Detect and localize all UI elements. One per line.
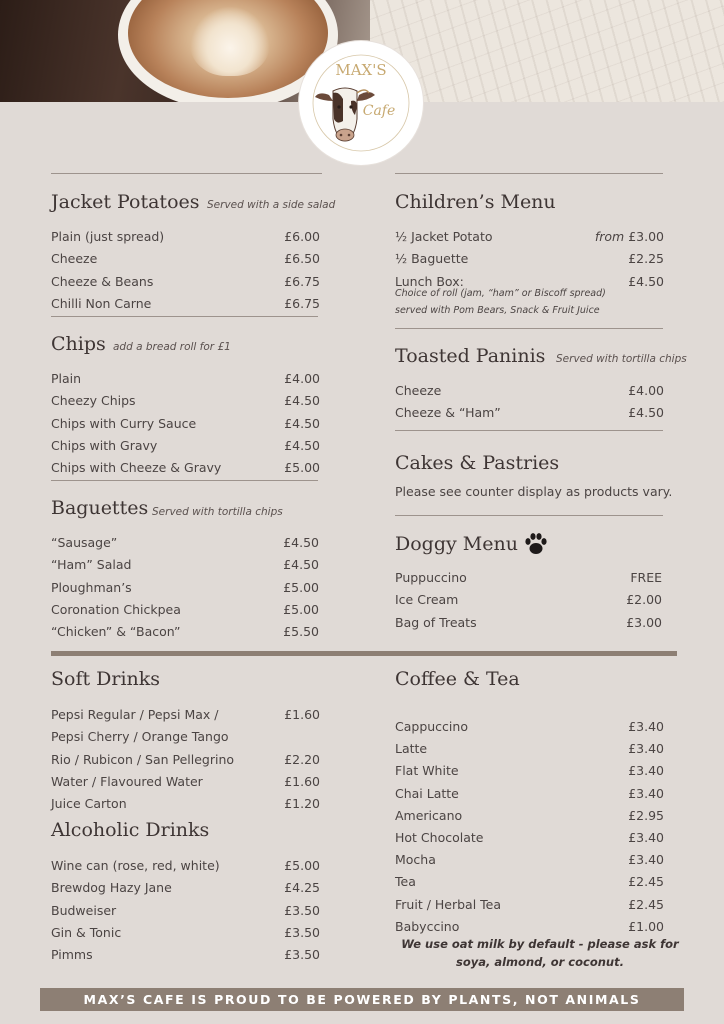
paw-icon xyxy=(523,531,549,557)
price-value: £3.40 xyxy=(628,719,664,734)
price-value: £3.00 xyxy=(626,615,662,630)
price-value: £4.50 xyxy=(628,274,664,289)
price-value: £5.00 xyxy=(283,602,319,617)
menu-item-name: Chai Latte xyxy=(395,786,459,801)
cafe-logo xyxy=(299,41,423,165)
section-title-baguettes: Baguettes xyxy=(51,497,149,519)
price-value: £2.45 xyxy=(628,897,664,912)
price-value: £3.40 xyxy=(628,852,664,867)
menu-item-price xyxy=(284,774,320,789)
menu-item-price xyxy=(283,557,319,572)
price-value: £2.20 xyxy=(284,752,320,767)
price-value: £5.00 xyxy=(284,460,320,475)
price-value: £3.40 xyxy=(628,763,664,778)
menu-item-price xyxy=(284,371,320,386)
menu-item-name: Wine can (rose, red, white) xyxy=(51,858,220,873)
menu-item-price xyxy=(284,796,320,811)
price-value: £1.20 xyxy=(284,796,320,811)
menu-item-price xyxy=(284,880,320,895)
price-value: £4.50 xyxy=(283,535,319,550)
menu-item-name: ½ Baguette xyxy=(395,251,469,266)
menu-item-price xyxy=(626,615,662,630)
price-value: £4.50 xyxy=(628,405,664,420)
price-value: £3.40 xyxy=(628,786,664,801)
menu-item-price xyxy=(628,852,664,867)
price-value: £4.50 xyxy=(284,438,320,453)
price-value: £4.50 xyxy=(284,393,320,408)
divider xyxy=(395,430,663,431)
menu-item-price xyxy=(628,808,664,823)
divider xyxy=(395,515,663,516)
menu-item-price xyxy=(628,763,664,778)
menu-item-name: Juice Carton xyxy=(51,796,127,811)
menu-item-price xyxy=(284,251,320,266)
menu-item-price xyxy=(284,460,320,475)
divider xyxy=(51,480,318,481)
section-title-jacket-potatoes: Jacket Potatoes xyxy=(51,191,200,213)
section-note-baguettes: Served with tortilla chips xyxy=(152,506,283,518)
menu-item-price xyxy=(628,830,664,845)
menu-item-name: Puppuccino xyxy=(395,570,467,585)
menu-item-price xyxy=(628,786,664,801)
section-title-toasted-paninis: Toasted Paninis xyxy=(395,345,546,367)
menu-item-name: Chips with Gravy xyxy=(51,438,158,453)
price-value: £6.50 xyxy=(284,251,320,266)
menu-item-price xyxy=(284,393,320,408)
menu-item-name: Cheeze xyxy=(395,383,442,398)
menu-item-name: Budweiser xyxy=(51,903,117,918)
menu-item-price xyxy=(284,858,320,873)
menu-item-price xyxy=(628,741,664,756)
menu-item-price xyxy=(284,296,320,311)
section-title-cakes-pastries: Cakes & Pastries xyxy=(395,452,560,474)
menu-item-name: Pepsi Cherry / Orange Tango xyxy=(51,729,229,744)
cow-logo-icon xyxy=(299,41,423,165)
price-value: £5.00 xyxy=(283,580,319,595)
menu-item-name: Pepsi Regular / Pepsi Max / xyxy=(51,707,219,722)
menu-item-price xyxy=(283,624,319,639)
section-divider-bar xyxy=(51,651,677,656)
price-value: £3.40 xyxy=(628,830,664,845)
price-value: £4.00 xyxy=(628,383,664,398)
menu-item-price xyxy=(628,874,664,889)
divider xyxy=(395,328,663,329)
menu-item-name: Plain xyxy=(51,371,82,386)
price-value: £4.25 xyxy=(284,880,320,895)
price-value: £4.50 xyxy=(284,416,320,431)
oat-milk-note-line2: soya, almond, or coconut. xyxy=(455,955,624,969)
price-value: £5.00 xyxy=(284,858,320,873)
menu-item-price xyxy=(628,719,664,734)
section-title-coffee-tea: Coffee & Tea xyxy=(395,668,520,690)
logo-subtitle: Cafe xyxy=(362,103,396,119)
menu-item-name: “Sausage” xyxy=(51,535,118,550)
menu-item-price xyxy=(284,438,320,453)
menu-item-name: Lunch Box: xyxy=(395,274,464,289)
latte-art-image xyxy=(190,6,270,76)
menu-item-name: Coronation Chickpea xyxy=(51,602,181,617)
divider xyxy=(51,173,322,174)
price-value: £1.00 xyxy=(628,919,664,934)
menu-item-name: Cheeze & Beans xyxy=(51,274,154,289)
price-value: £1.60 xyxy=(284,707,320,722)
menu-item-name: Chilli Non Carne xyxy=(51,296,152,311)
menu-item-name: Ice Cream xyxy=(395,592,459,607)
menu-item-price xyxy=(626,592,662,607)
menu-item-price xyxy=(628,405,664,420)
menu-item-price xyxy=(284,229,320,244)
menu-item-price xyxy=(630,570,662,585)
menu-item-name: Pimms xyxy=(51,947,93,962)
menu-item-name: Cheezy Chips xyxy=(51,393,136,408)
price-value: FREE xyxy=(630,570,662,585)
menu-item-price xyxy=(284,416,320,431)
menu-item-name: Cheeze & “Ham” xyxy=(395,405,501,420)
menu-item-price xyxy=(284,707,320,722)
menu-item-price xyxy=(284,274,320,289)
price-value: £1.60 xyxy=(284,774,320,789)
childrens-note-line1: Choice of roll (jam, “ham” or Biscoff spread) xyxy=(395,288,606,299)
menu-item-price xyxy=(284,947,320,962)
menu-item-name: Water / Flavoured Water xyxy=(51,774,203,789)
menu-item-name: “Chicken” & “Bacon” xyxy=(51,624,181,639)
menu-item-price xyxy=(628,919,664,934)
menu-item-name: Tea xyxy=(395,874,416,889)
menu-item-name: Cappuccino xyxy=(395,719,468,734)
menu-item-price xyxy=(284,903,320,918)
divider xyxy=(51,316,318,317)
section-title-childrens-menu: Children’s Menu xyxy=(395,191,556,213)
section-note-jacket: Served with a side salad xyxy=(207,199,336,211)
section-title-alcoholic-drinks: Alcoholic Drinks xyxy=(51,819,210,841)
price-value: £2.00 xyxy=(626,592,662,607)
menu-item-price xyxy=(628,383,664,398)
building-sketch-image xyxy=(370,0,724,102)
price-value: £2.25 xyxy=(628,251,664,266)
menu-item-name: Plain (just spread) xyxy=(51,229,165,244)
section-title-doggy-menu: Doggy Menu xyxy=(395,533,518,555)
section-title-soft-drinks: Soft Drinks xyxy=(51,668,161,690)
menu-item-name: Flat White xyxy=(395,763,459,778)
price-value: £6.75 xyxy=(284,274,320,289)
price-value: £3.00 xyxy=(628,229,664,244)
price-value: £6.00 xyxy=(284,229,320,244)
menu-item-price xyxy=(284,752,320,767)
menu-item-price xyxy=(628,897,664,912)
cakes-description: Please see counter display as products vary. xyxy=(395,484,673,499)
menu-item-name: Brewdog Hazy Jane xyxy=(51,880,172,895)
price-value: £3.50 xyxy=(284,947,320,962)
menu-item-name: Fruit / Herbal Tea xyxy=(395,897,502,912)
menu-item-price xyxy=(595,229,664,244)
price-value: £4.00 xyxy=(284,371,320,386)
menu-item-price xyxy=(283,602,319,617)
menu-item-name: Americano xyxy=(395,808,463,823)
menu-item-name: Latte xyxy=(395,741,428,756)
price-value: £6.75 xyxy=(284,296,320,311)
price-value: £3.50 xyxy=(284,925,320,940)
menu-item-name: Cheeze xyxy=(51,251,98,266)
section-title-chips: Chips xyxy=(51,333,106,355)
logo-title: MAX'S xyxy=(335,61,387,79)
menu-item-name: Ploughman’s xyxy=(51,580,132,595)
menu-item-price xyxy=(628,251,664,266)
price-value: £4.50 xyxy=(283,557,319,572)
menu-item-price xyxy=(283,580,319,595)
menu-item-name: ½ Jacket Potato xyxy=(395,229,493,244)
menu-item-name: Chips with Cheeze & Gravy xyxy=(51,460,222,475)
menu-item-price xyxy=(284,925,320,940)
footer-banner: MAX’S CAFE IS PROUD TO BE POWERED BY PLANTS, NOT ANIMALS xyxy=(40,988,684,1011)
price-value: £3.50 xyxy=(284,903,320,918)
oat-milk-note-line1: We use oat milk by default - please ask for xyxy=(401,937,679,951)
menu-item-name: Rio / Rubicon / San Pellegrino xyxy=(51,752,235,767)
menu-item-name: Babyccino xyxy=(395,919,460,934)
price-prefix: from xyxy=(594,229,625,244)
childrens-note-line2: served with Pom Bears, Snack & Fruit Juice xyxy=(395,305,600,316)
menu-item-name: Mocha xyxy=(395,852,436,867)
section-note-paninis: Served with tortilla chips xyxy=(556,353,687,365)
price-value: £3.40 xyxy=(628,741,664,756)
menu-item-name: Hot Chocolate xyxy=(395,830,484,845)
price-value: £2.95 xyxy=(628,808,664,823)
divider xyxy=(395,173,663,174)
section-note-chips: add a bread roll for £1 xyxy=(113,341,231,353)
menu-item-name: Chips with Curry Sauce xyxy=(51,416,197,431)
menu-item-price xyxy=(628,274,664,289)
menu-item-name: “Ham” Salad xyxy=(51,557,132,572)
menu-item-name: Bag of Treats xyxy=(395,615,477,630)
price-value: £2.45 xyxy=(628,874,664,889)
menu-item-price xyxy=(283,535,319,550)
price-value: £5.50 xyxy=(283,624,319,639)
menu-item-name: Gin & Tonic xyxy=(51,925,122,940)
